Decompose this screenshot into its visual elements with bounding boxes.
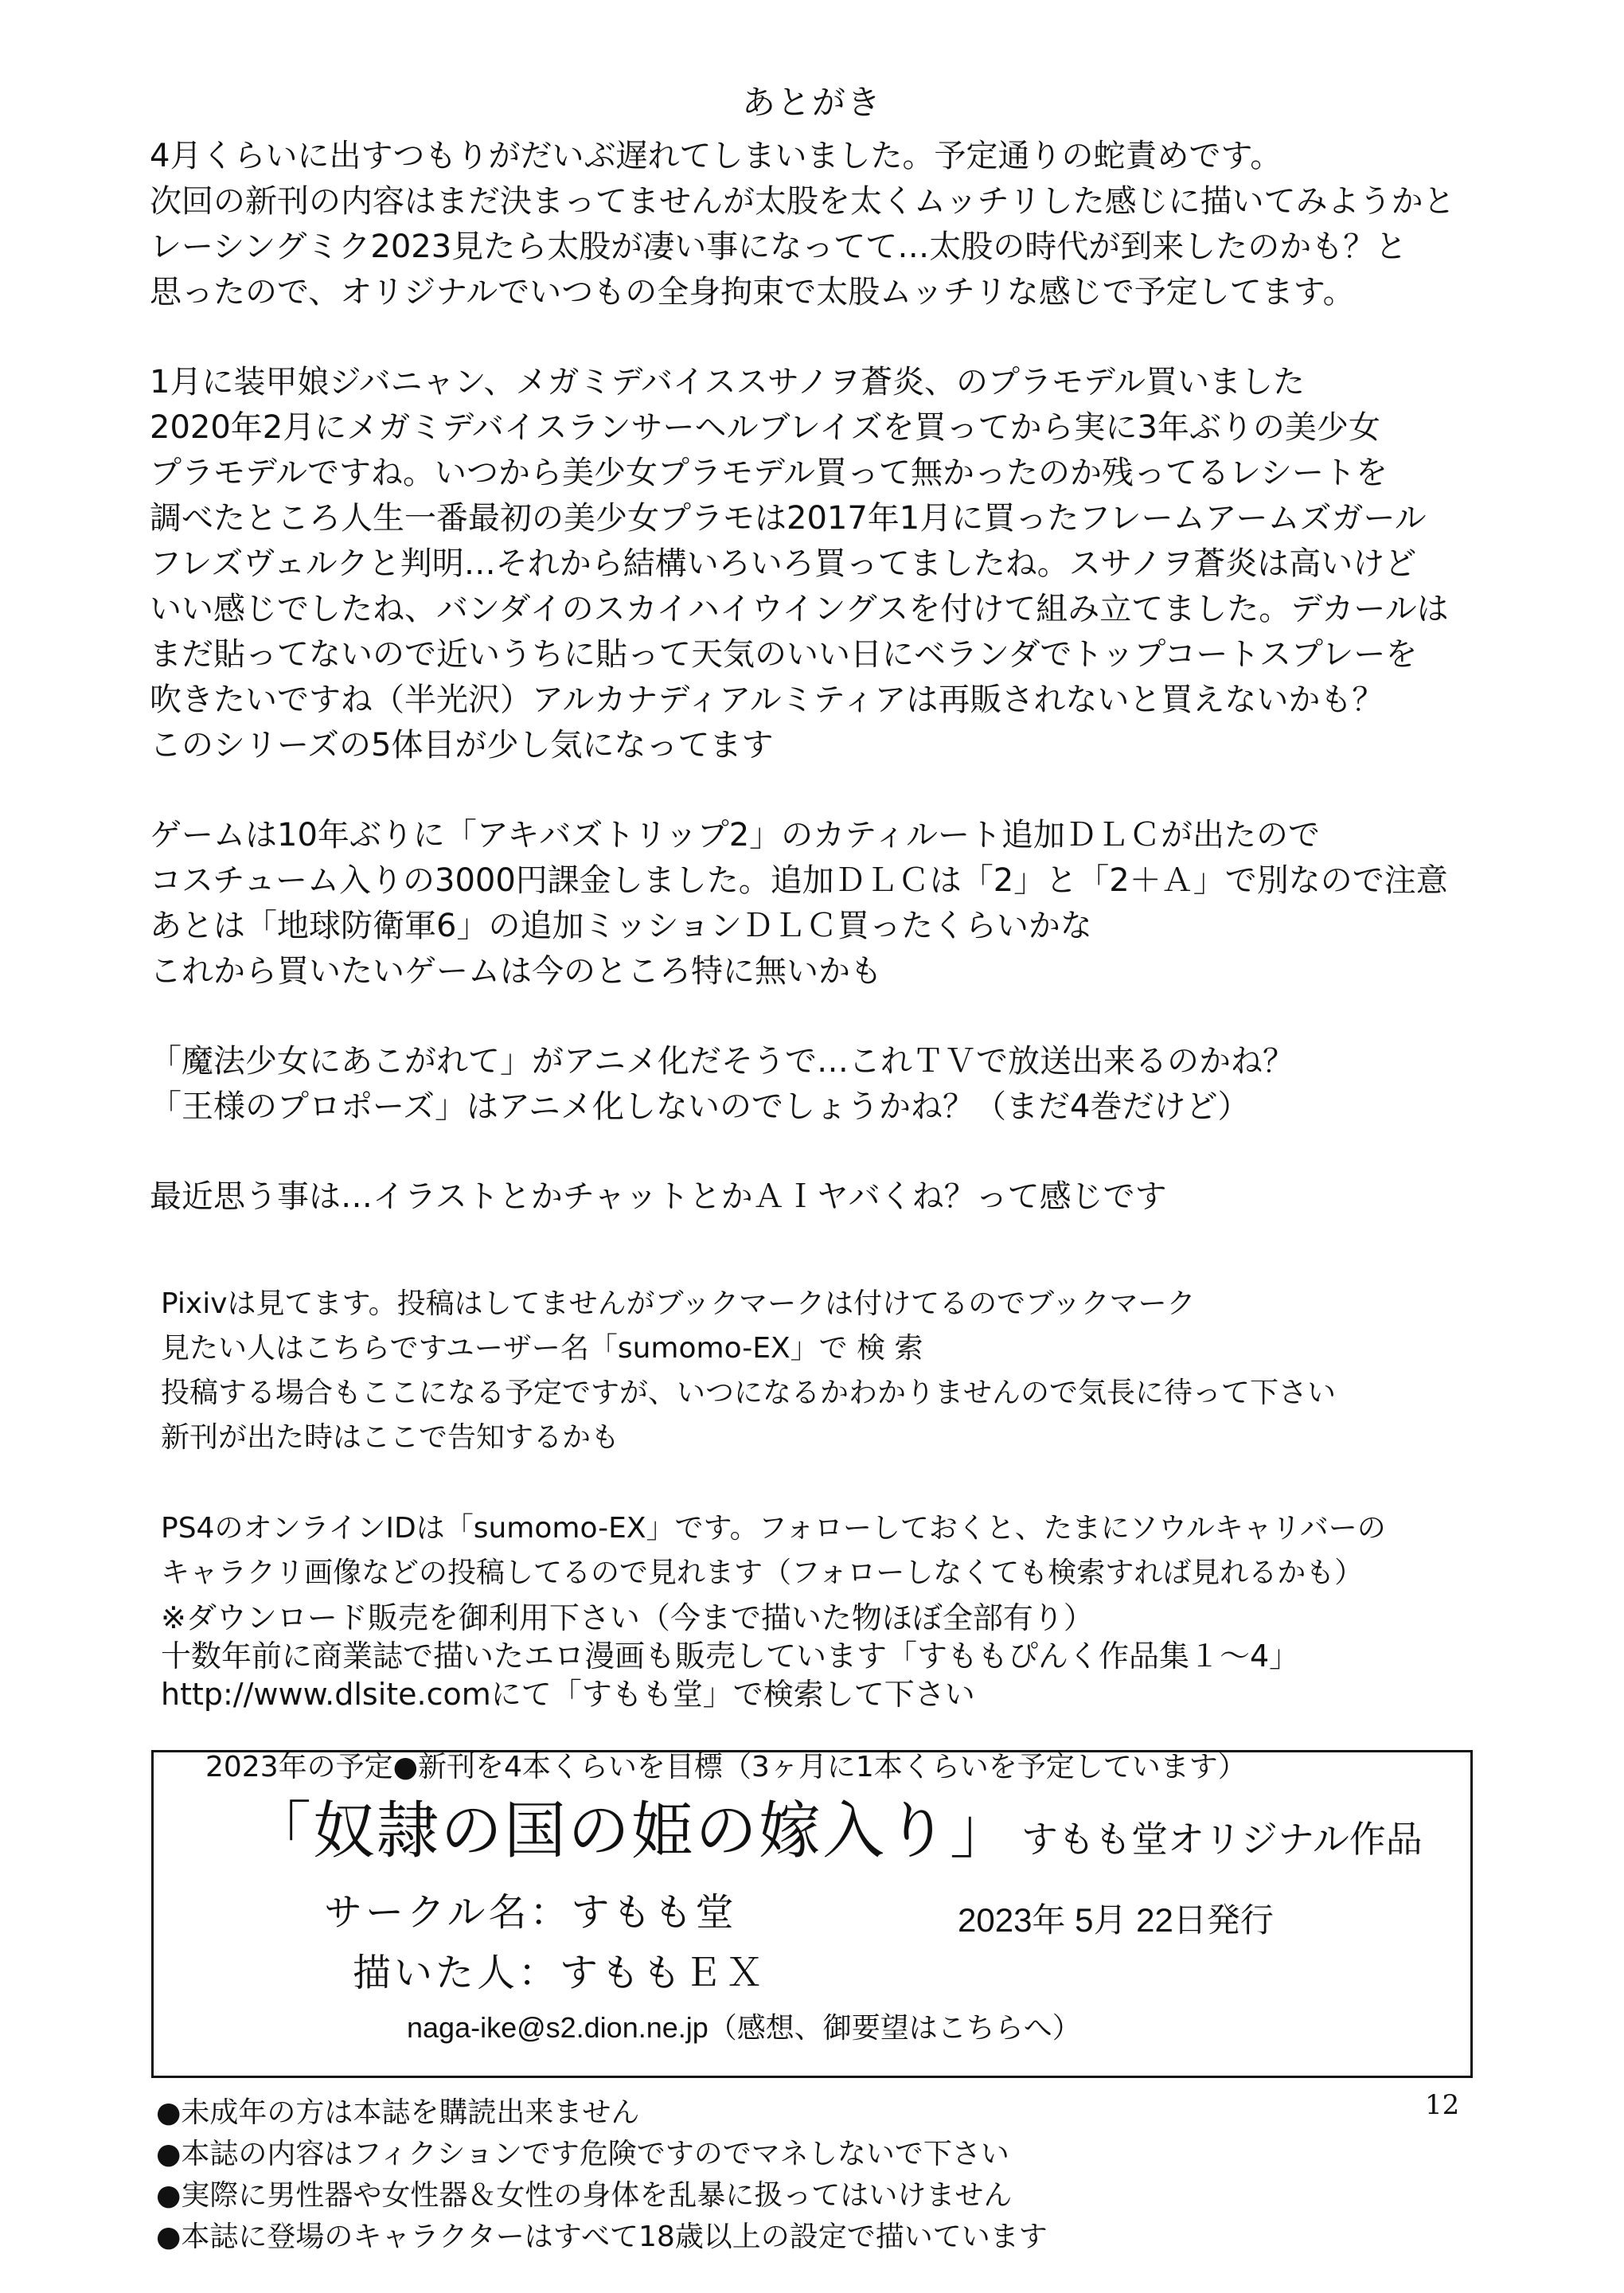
publish-date: 2023年 5月 22日発行	[958, 1901, 1274, 1939]
colophon-box	[151, 1750, 1473, 2078]
circle-name: サークル名：すもも堂	[324, 1890, 737, 1935]
paragraph-games	[150, 813, 1503, 994]
text-line: フレズヴェルクと判明…それから結構いろいろ買ってましたね。スサノヲ蒼炎は高いけど	[150, 545, 1417, 582]
page-title: あとがき	[741, 83, 882, 122]
text-line: プラモデルですね。いつから美少女プラモデル買って無かったのか残ってるレシートを	[150, 455, 1388, 491]
text-line: PS4のオンラインIDは「sumomo-EX」です。フォローしておくと、たまにソウルキャリバーの	[161, 1512, 1386, 1545]
text-line: ※ダウンロード販売を御利用下さい（今まで描いた物ほぼ全部有り）	[161, 1600, 1094, 1635]
paragraph-ai	[150, 1174, 1503, 1220]
paragraph-ps4	[150, 1506, 1503, 1596]
notice-item: ●本誌の内容はフィクションです危険ですのでマネしないで下さい	[156, 2138, 1009, 2170]
page-number: 12	[1425, 2089, 1460, 2121]
work-title	[249, 1781, 1423, 1870]
text-line: 新刊が出た時はここで告知するかも	[161, 1421, 620, 1454]
notice-item: ●本誌に登場のキャラクターはすべて18歳以上の設定で描いています	[156, 2221, 1048, 2253]
text-line: 4月くらいに出すつもりがだいぶ遅れてしまいました。予定通りの蛇責めです。	[150, 138, 1282, 174]
work-subtitle: すもも堂オリジナル作品	[1021, 1818, 1423, 1861]
text-line: 2023年の予定●新刊を4本くらいを目標（3ヶ月に1本くらいを予定しています）	[205, 1751, 1247, 1783]
text-line: いい感じでしたね、バンダイのスカイハイウイングスを付けて組み立てました。デカールは	[150, 591, 1449, 627]
text-line: 吹きたいですね（半光沢）アルカナディアルミティアは再販されないと買えないかも？	[150, 682, 1384, 718]
author-name: 描いた人：すももＥＸ	[353, 1951, 767, 1995]
text-line: 投稿する場合もここになる予定ですが、いつになるかわかりませんので気長に待って下さい	[161, 1377, 1337, 1409]
text-line: http://www.dlsite.comにて「すもも堂」で検索して下さい	[161, 1677, 975, 1712]
text-line: 最近思う事は…イラストとかチャットとかＡＩヤバくね？って感じです	[150, 1178, 1167, 1215]
text-line: キャラクリ画像などの投稿してるので見れます（フォローしなくても検索すれば見れるかも）	[161, 1557, 1364, 1589]
afterword-body	[150, 134, 1503, 1790]
notice-item: ●未成年の方は本誌を購読出来ません	[156, 2096, 640, 2129]
notice-item: ●実際に男性器や女性器＆女性の身体を乱暴に扱ってはいけません	[156, 2179, 1013, 2212]
text-line: 思ったので、オリジナルでいつもの全身拘束で太股ムッチリな感じで予定してます。	[150, 274, 1355, 311]
text-line: 「魔法少女にあこがれて」がアニメ化だそうで…これＴＶで放送出来るのかね？	[150, 1043, 1294, 1080]
text-line: コスチューム入りの3000円課金しました。追加ＤＬＣは「2」と「2＋Ａ」で別なので注意	[150, 862, 1448, 899]
text-line: レーシングミク2023見たら太股が凄い事になってて…太股の時代が到来したのかも？と	[150, 229, 1407, 265]
text-line: 「王様のプロポーズ」はアニメ化しないのでしょうかね？（まだ4巻だけど）	[150, 1088, 1250, 1125]
text-line: あとは「地球防衛軍6」の追加ミッションＤＬＣ買ったくらいかな	[150, 908, 1092, 944]
text-line: 1月に装甲娘ジバニャン、メガミデバイススサノヲ蒼炎、のプラモデル買いました	[150, 364, 1306, 400]
text-line: ゲームは10年ぶりに「アキバズトリップ2」のカティルート追加ＤＬＣが出たので	[150, 817, 1320, 854]
paragraph-plamo	[150, 360, 1503, 768]
text-line: このシリーズの5体目が少し気になってます	[150, 727, 774, 764]
paragraph-schedule	[150, 134, 1503, 315]
email-address: naga-ike@s2.dion.ne.jp	[407, 2011, 709, 2044]
text-line: まだ貼ってないので近いうちに貼って天気のいい日にベランダでトップコートスプレーを	[150, 636, 1418, 673]
text-line: 十数年前に商業誌で描いたエロ漫画も販売しています「すももぴんく作品集１～4」	[161, 1639, 1300, 1674]
email-note: （感想、御要望はこちらへ）	[708, 2012, 1081, 2045]
paragraph-download	[150, 1599, 1503, 1713]
text-line: これから買いたいゲームは今のところ特に無いかも	[150, 953, 882, 990]
text-line: Pixivは見てます。投稿はしてませんがブックマークは付けてるのでブックマーク	[161, 1287, 1196, 1320]
paragraph-anime	[150, 1039, 1503, 1130]
text-line: 次回の新刊の内容はまだ決まってませんが太股を太くムッチリした感じに描いてみようかと	[150, 183, 1455, 220]
notices	[156, 2092, 1048, 2258]
contact-email	[407, 2006, 1081, 2046]
paragraph-pixiv	[150, 1282, 1503, 1460]
text-line: 調べたところ人生一番最初の美少女プラモは2017年1月に買ったフレームアームズガール	[150, 500, 1427, 537]
text-line: 見たい人はこちらですユーザー名「sumomo-EX」で 検 索	[161, 1332, 923, 1365]
work-title-main: 「奴隷の国の姫の嫁入り」	[249, 1795, 1014, 1867]
text-line: 2020年2月にメガミデバイスランサーヘルブレイズを買ってから実に3年ぶりの美少女	[150, 409, 1380, 446]
